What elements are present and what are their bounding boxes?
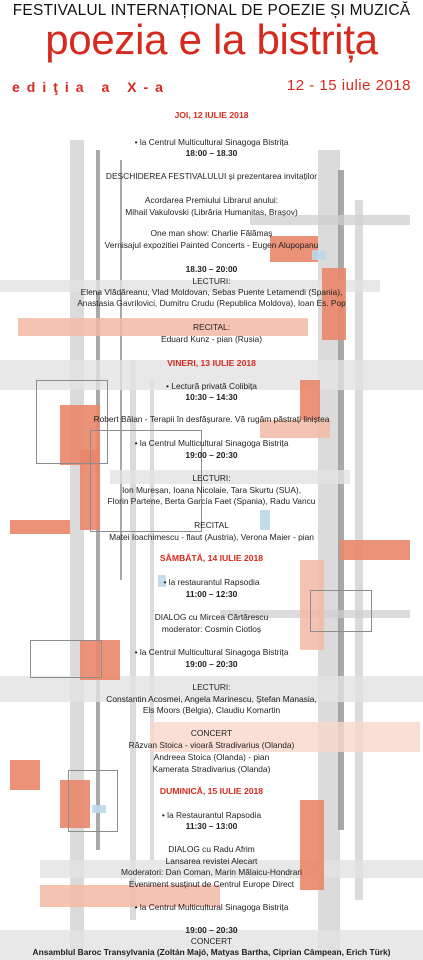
time: 19:00 – 20:30 (185, 659, 238, 669)
time: 11:30 – 13:00 (185, 821, 238, 831)
event-line: Ansamblul Baroc Transylvania (Zoltán Majó, Matyas Bartha, Ciprian Câmpean, Erich Türk) (32, 947, 391, 957)
event-line: Robert Bălan - Terapii în desfășurare. Vă rugăm păstrați liniștea (93, 414, 330, 424)
event-line: Răzvan Stoica - vioară Stradivarius (Olanda) (128, 740, 295, 750)
time: 10:30 – 14:30 (185, 392, 238, 402)
time: 11:00 – 12:30 (185, 589, 238, 599)
venue: • Lectură privată Colibița (166, 381, 257, 391)
event-line: One man show: Charlie Fălămaș (150, 228, 273, 238)
event-line: DIALOG cu Mircea Cărtărescu (154, 612, 269, 622)
section-heading: LECTURI: (192, 682, 231, 692)
venue: • la Centrul Multicultural Sinagoga Bistrița (134, 137, 289, 147)
time: 18:00 – 18.30 (185, 148, 238, 158)
time: 18.30 – 20:00 (185, 264, 238, 274)
event-line: Andreea Stoica (Olanda) - pian (153, 752, 270, 762)
venue: • la restaurantul Rapsodia (163, 577, 260, 587)
event-line: Vernisajul expozitiei Painted Concerts - Eugen Alupopanu (104, 240, 319, 250)
venue: • la Centrul Multicultural Sinagoga Bistrița (134, 438, 289, 448)
event-line: Florin Partene, Berta García Faet (Spania), Radu Vancu (107, 496, 316, 506)
time: 19:00 – 20:30 (185, 925, 238, 935)
day-heading: SÂMBĂTĂ, 14 IULIE 2018 (159, 553, 264, 563)
event-line: DIALOG cu Radu Afrim (168, 844, 255, 854)
event-line: Constantin Acosmei, Angela Marinescu, Ștefan Manasia, (106, 694, 317, 704)
venue: • la Restaurantul Rapsodia (161, 810, 262, 820)
day-heading: JOI, 12 IULIE 2018 (174, 110, 249, 120)
venue: • la Centrul Multicultural Sinagoga Bistrița (134, 647, 289, 657)
event-line: Matei Ioachimescu - flaut (Austria), Verona Maier - pian (109, 532, 314, 542)
event-line: Els Moors (Belgia), Claudiu Komartin (142, 705, 281, 715)
section-heading: RECITAL (194, 520, 229, 530)
event-line: Mihail Vakulovski (Librăria Humanitas, Brașov) (125, 207, 298, 217)
event-line: Eduard Kunz - pian (Rusia) (160, 334, 262, 344)
day-heading: DUMINICĂ, 15 IULIE 2018 (159, 786, 264, 796)
section-heading: LECTURI: (192, 276, 231, 286)
event-line: Acordarea Premiului Librarul anului: (144, 195, 279, 205)
time: 19:00 – 20:30 (185, 450, 238, 460)
event-line: Moderatori: Dan Coman, Marin Mălaicu-Hondrari (120, 867, 303, 877)
festival-dates: 12 - 15 iulie 2018 (286, 77, 411, 94)
festival-heading: FESTIVALUL INTERNAȚIONAL DE POEZIE ȘI MUZICĂ (12, 2, 411, 19)
day-heading: VINERI, 13 IULIE 2018 (167, 358, 256, 368)
event-line: Ion Mureșan, Ioana Nicolaie, Tara Skurtu (SUA), (121, 485, 302, 495)
event-line: Anastasia Gavrilovici, Dumitru Crudu (Republica Moldova), Ioan Es. Pop (77, 298, 346, 308)
event-line: Eveniment susținut de Centrul Europe Direct (128, 879, 295, 889)
venue: • la Centrul Multicultural Sinagoga Bistrița (134, 902, 289, 912)
edition-label: ediţia a X-a (12, 79, 170, 95)
event-line: DESCHIDEREA FESTIVALULUI și prezentarea invitaților (105, 171, 318, 181)
event-line: moderator: Cosmin Ciotloș (161, 624, 262, 634)
festival-title: poezia e la bistrița (45, 16, 378, 63)
event-line: Lansarea revistei Alecart (165, 856, 258, 866)
section-heading: CONCERT (190, 728, 233, 738)
event-line: Kamerata Stradivarius (Olanda) (152, 764, 271, 774)
section-heading: LECTURI: (192, 473, 231, 483)
section-heading: CONCERT (190, 936, 233, 946)
event-line: Elena Vlădăreanu, Vlad Moldovan, Sebas Puente Letamendi (Spania), (80, 287, 343, 297)
section-heading: RECITAL: (192, 322, 231, 332)
